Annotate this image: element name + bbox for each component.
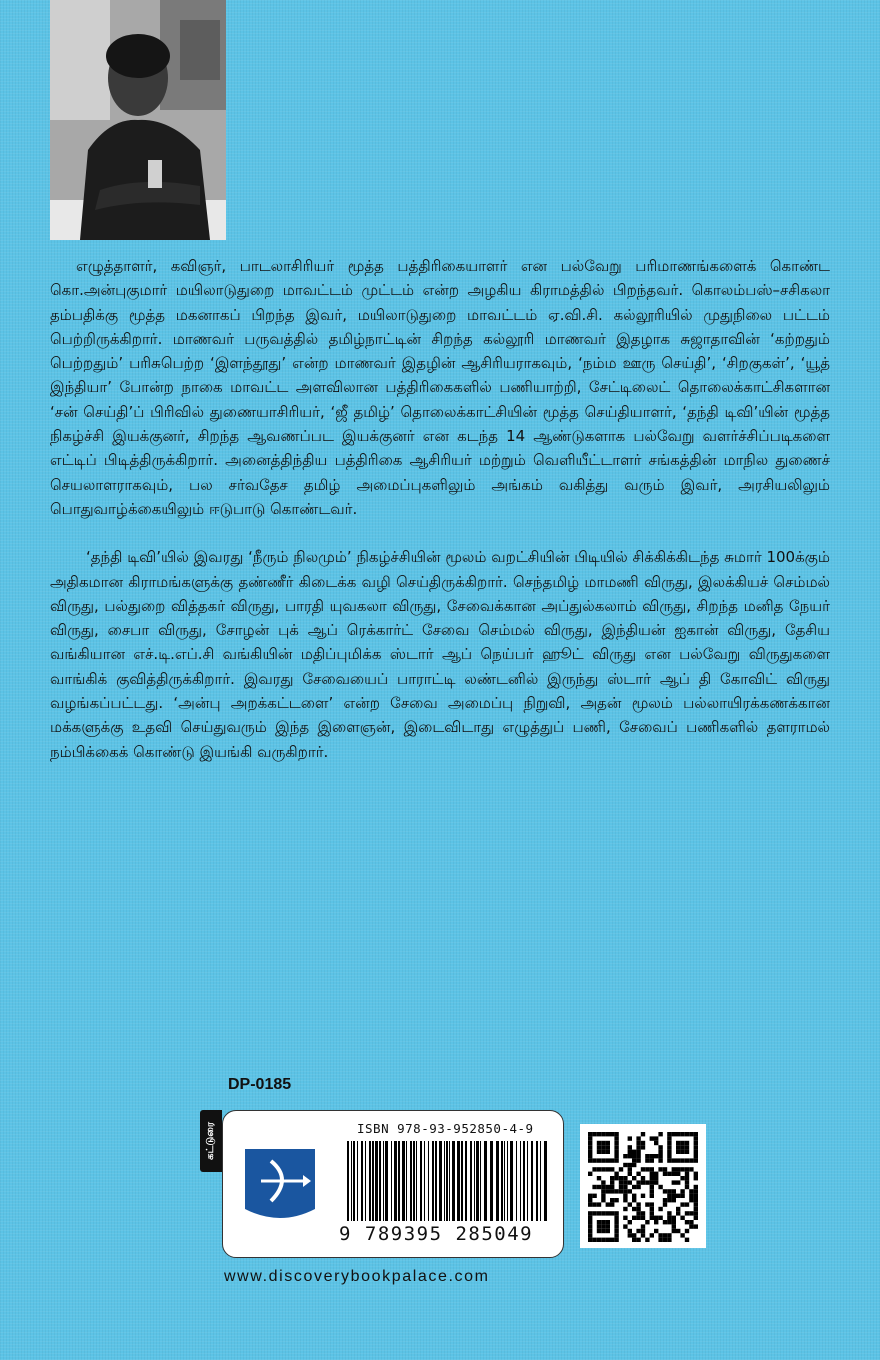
author-photo bbox=[50, 0, 226, 240]
genre-tab bbox=[200, 1110, 222, 1172]
bio-paragraph-1: எழுத்தாளர், கவிஞர், பாடலாசிரியர் மூத்த பத்திரிகையாளர் என பல்வேறு பரிமாணங்களைக் கொண்ட கொ.அன்புகுமார் மயிலாடுதுறை மாவட்டம் முட்டம் என்ற அழகிய கிராமத்தில் பிறந்தவர். கொலம்பஸ்–சசிகலா தம்பதிக்கு மூத்த மகனாகப் பிறந்த இவர், மயிலாடுதுறை மாவட்டம் ஏ.வி.சி. கல்லூரியில் முதுநிலை பட்டம் பெற்றிருக்கிறார். மாணவர் பருவத்தில் தமிழ்நாட்டின் சிறந்த கல்லூரி மாணவர் இதழாக சுஜாதாவின் ‘கற்றதும் பெற்றதும்’ பரிசுபெற்ற ‘இளந்தூது’ என்ற மாணவர் இதழின் ஆசிரியராகவும், ‘நம்ம ஊரு செய்தி’, ‘சிறகுகள்’, ‘யூத் இந்தியா’ போன்ற நாகை மாவட்ட அளவிலான பத்திரிகைகளில் பணியாற்றி, சேட்டிலைட் தொலைக்காட்சிகளான ‘சன் செய்தி’ப் பிரிவில் துணையாசிரியர், ‘ஜீ தமிழ்’ தொலைக்காட்சியின் மூத்த செய்தியாளர், ‘தந்தி டிவி’யின் மூத்த நிகழ்ச்சி இயக்குனர், சிறந்த ஆவணப்பட இயக்குனர் என கடந்த 14 ஆண்டுகளாக பல்வேறு வளர்ச்சிப்படிகளை எட்டிப் பிடித்திருக்கிறார். அனைத்திந்திய பத்திரிகை ஆசிரியர் மற்றும் வெளியீட்டாளர் சங்கத்தின் மாநில துணைச் செயலாளராகவும், பல சர்வதேச தமிழ் அமைப்புகளிலும் அங்கம் வகித்து வரும் இவர், அரசியலிலும் பொதுவாழ்க்கையிலும் ஈடுபாடு கொண்டவர். bbox=[50, 257, 830, 518]
barcode-number: 9 789395 285049 bbox=[339, 1223, 534, 1245]
author-biography bbox=[50, 254, 830, 764]
barcode-card bbox=[222, 1110, 564, 1258]
qr-code-icon bbox=[580, 1124, 706, 1248]
book-code: DP-0185 bbox=[228, 1076, 292, 1093]
genre-label: கட்டுரை bbox=[205, 1122, 216, 1160]
isbn-label: ISBN 978-93-952850-4-9 bbox=[357, 1121, 534, 1136]
bio-paragraph-2: ‘தந்தி டிவி’யில் இவரது ‘நீரும் நிலமும்’ நிகழ்ச்சியின் மூலம் வறட்சியின் பிடியில் சிக்கிக்கிடந்த சுமார் 100க்கும் அதிகமான கிராமங்களுக்கு தண்ணீர் கிடைக்க வழி செய்திருக்கிறார். செந்தமிழ் மாமணி விருது, இலக்கியச் செம்மல் விருது, பல்துறை வித்தகர் விருது, பாரதி யுவகலா விருது, சேவைக்கான அப்துல்கலாம் விருது, சிறந்த மனித நேயர் விருது, சைபா விருது, சோழன் புக் ஆப் ரெக்கார்ட் சேவை செம்மல் விருது, இந்தியன் ஐகான் விருது, தேசிய வங்கியான எச்.டி.எப்.சி வங்கியின் மதிப்புமிக்க ஸ்டார் ஆப் நெய்பர் ஹூட் விருது என பல்வேறு விருதுகளை வாங்கிக் குவித்திருக்கிறார். இவரது சேவையைப் பாராட்டி லண்டனில் இருந்து ஸ்டார் ஆப் தி கோவிட் விருது வழங்கப்பட்டது. ‘அன்பு அறக்கட்டளை’ என்ற சேவை அமைப்பு நிறுவி, அதன் மூலம் பல்லாயிரக்கணக்கான மக்களுக்கு உதவி செய்துவரும் இந்த இளைஞன், இடைவிடாது எழுத்துப் பணி, சேவைப் பணிகளில் தளராமல் நம்பிக்கைக் கொண்டு இயங்கி வருகிறார். bbox=[50, 548, 830, 761]
publisher-website: www.discoverybookpalace.com bbox=[224, 1268, 490, 1285]
publisher-logo-icon bbox=[241, 1139, 319, 1227]
barcode-bars bbox=[345, 1141, 551, 1225]
